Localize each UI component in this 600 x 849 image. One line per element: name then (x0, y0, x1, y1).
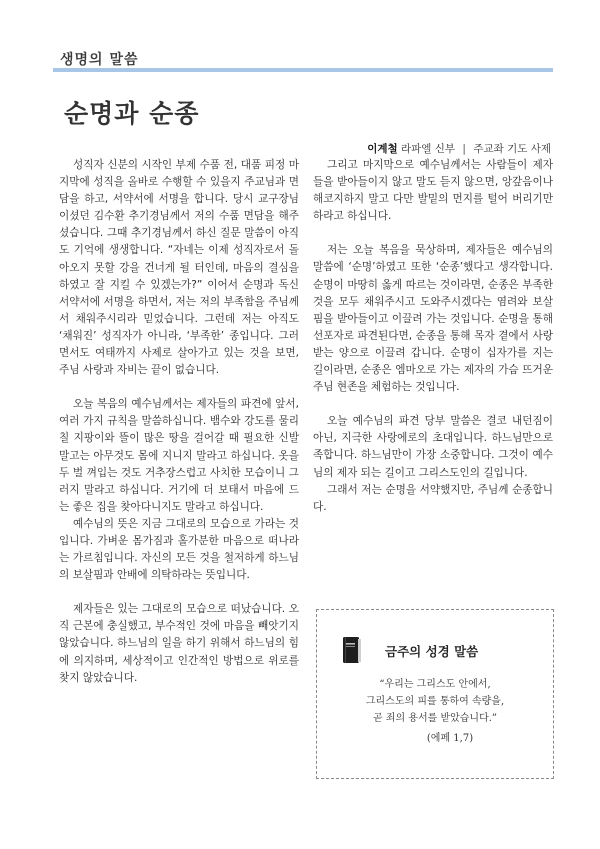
verse-text (327, 676, 543, 727)
paragraph: 제자들은 있는 그대로의 모습으로 떠났습니다. 오직 근본에 충실했고, 부수적인 것에 마음을 빼앗기지 않았습니다. 하느님의 일을 하기 위해서 하느님의 힘에 의지하며, 세상적이고 인간적인 방법으로 위로를 찾지 않았습니다. (59, 603, 299, 684)
author-affiliation: 주교좌 기도 사제 (473, 143, 551, 155)
section-label: 생명의 말씀 (60, 52, 139, 68)
bible-icon (342, 635, 362, 665)
callout-title: 금주의 성경 말씀 (385, 644, 479, 659)
scripture-callout-box (316, 609, 554, 779)
byline-separator: | (462, 143, 466, 155)
paragraph: 오늘 복음의 예수님께서는 제자들의 파견에 앞서, 여러 가지 규칙을 말씀하십니다. 뱀수와 강도를 물리칠 지팡이와 뜰이 많은 땅을 걸어갈 때 필요한 신발 말고는 아무것도 몸에 지니지 말라고 하십니다. 옷을 두 벌 껴입는 것도 거추장스럽고 사치한 모습이니 그러지 말라고 하십니다. 거기에 더 보태서 마음에 드는 좋은 집을 찾아다니지도 말라고 하십니다. (59, 398, 299, 513)
paragraph: 저는 오늘 복음을 묵상하며, 제자들은 예수님의 말씀에 ‘순명’하였고 또한 ‘순종’했다고 생각합니다. 순명이 마땅히 옳게 따르는 것이라면, 순종은 부족한 것을 모두 채워주시고 도와주시겠다는 염려와 보살핌을 받아들이고 이끌려 가는 것입니다. 순명을 통해 선포자로 파견된다면, 순종을 통해 목자 곁에서 사랑받는 양으로 이끌려 갑니다. 순명이 십자가를 지는 길이라면, 순종은 엠마오로 가는 제자의 가슴 뜨거운 주님 현존을 체험하는 것입니다. (313, 244, 553, 394)
verse-reference: (에페 1,7) (426, 733, 474, 744)
paragraph: 그리고 마지막으로 예수님께서는 사람들이 제자들을 받아들이지 않고 말도 듣지 않으면, 앙갚음이나 해코지하지 말고 다만 발밑의 먼지를 털어 버리기만 하라고 하십니다. (313, 159, 553, 223)
left-column (59, 157, 299, 687)
author-name: 이계철 (367, 143, 398, 155)
right-column (313, 157, 553, 516)
verse-line: “우리는 그리스도 안에서, (379, 679, 491, 690)
paragraph: 그래서 저는 순명을 서약했지만, 주님께 순종합니다. (313, 483, 553, 513)
page-title: 순명과 순종 (64, 99, 200, 128)
byline (367, 141, 551, 156)
paragraph: 오늘 예수님의 파견 당부 말씀은 결코 내던짐이 아닌, 지극한 사랑에로의 초대입니다. 하느님만으로 족합니다. 하느님만이 가장 소중합니다. 그것이 예수님의 제자 되는 길이고 그리스도인의 길입니다. (313, 415, 553, 479)
section-divider (53, 68, 553, 72)
verse-line: 곧 죄의 용서를 받았습니다.” (372, 713, 498, 724)
paragraph: 성직자 신분의 시작인 부제 수품 전, 대품 피정 마지막에 성직을 올바로 수행할 수 있을지 주교님과 면담을 하고, 서약서에 서명을 합니다. 당시 교구장님이셨던 김수환 추기경님께서 저의 수품 면담을 해주셨습니다. 그때 추기경님께서 하신 질문 말씀이 아직도 기억에 생생합니다. “자네는 이제 성직자로서 돌아오지 못할 강을 건너게 될 터인데, 마음의 결심을 하였고 잘 지킬 수 있겠는가?” 이어서 순명과 독신 서약서에 서명을 하면서, 저는 저의 부족함을 주님께서 채워주시리라 믿었습니다. 그런데 저는 아직도 ‘채워진’ 성직자가 아니라, ‘부족한’ 종입니다. 그러면서도 여태까지 사제로 살아가고 있는 것을 보면, 주님 사랑과 자비는 끝이 없습니다. (59, 159, 299, 377)
verse-line: 그리스도의 피를 통하여 속량을, (365, 696, 505, 707)
author-role: 라파엘 신부 (401, 143, 456, 155)
paragraph: 예수님의 뜻은 지금 그대로의 모습으로 가라는 것입니다. 가벼운 몸가짐과 홀가분한 마음으로 떠나라는 가르침입니다. 자신의 모든 것을 철저하게 하느님의 보살핌과 안배에 의탁하라는 뜻입니다. (59, 517, 299, 582)
